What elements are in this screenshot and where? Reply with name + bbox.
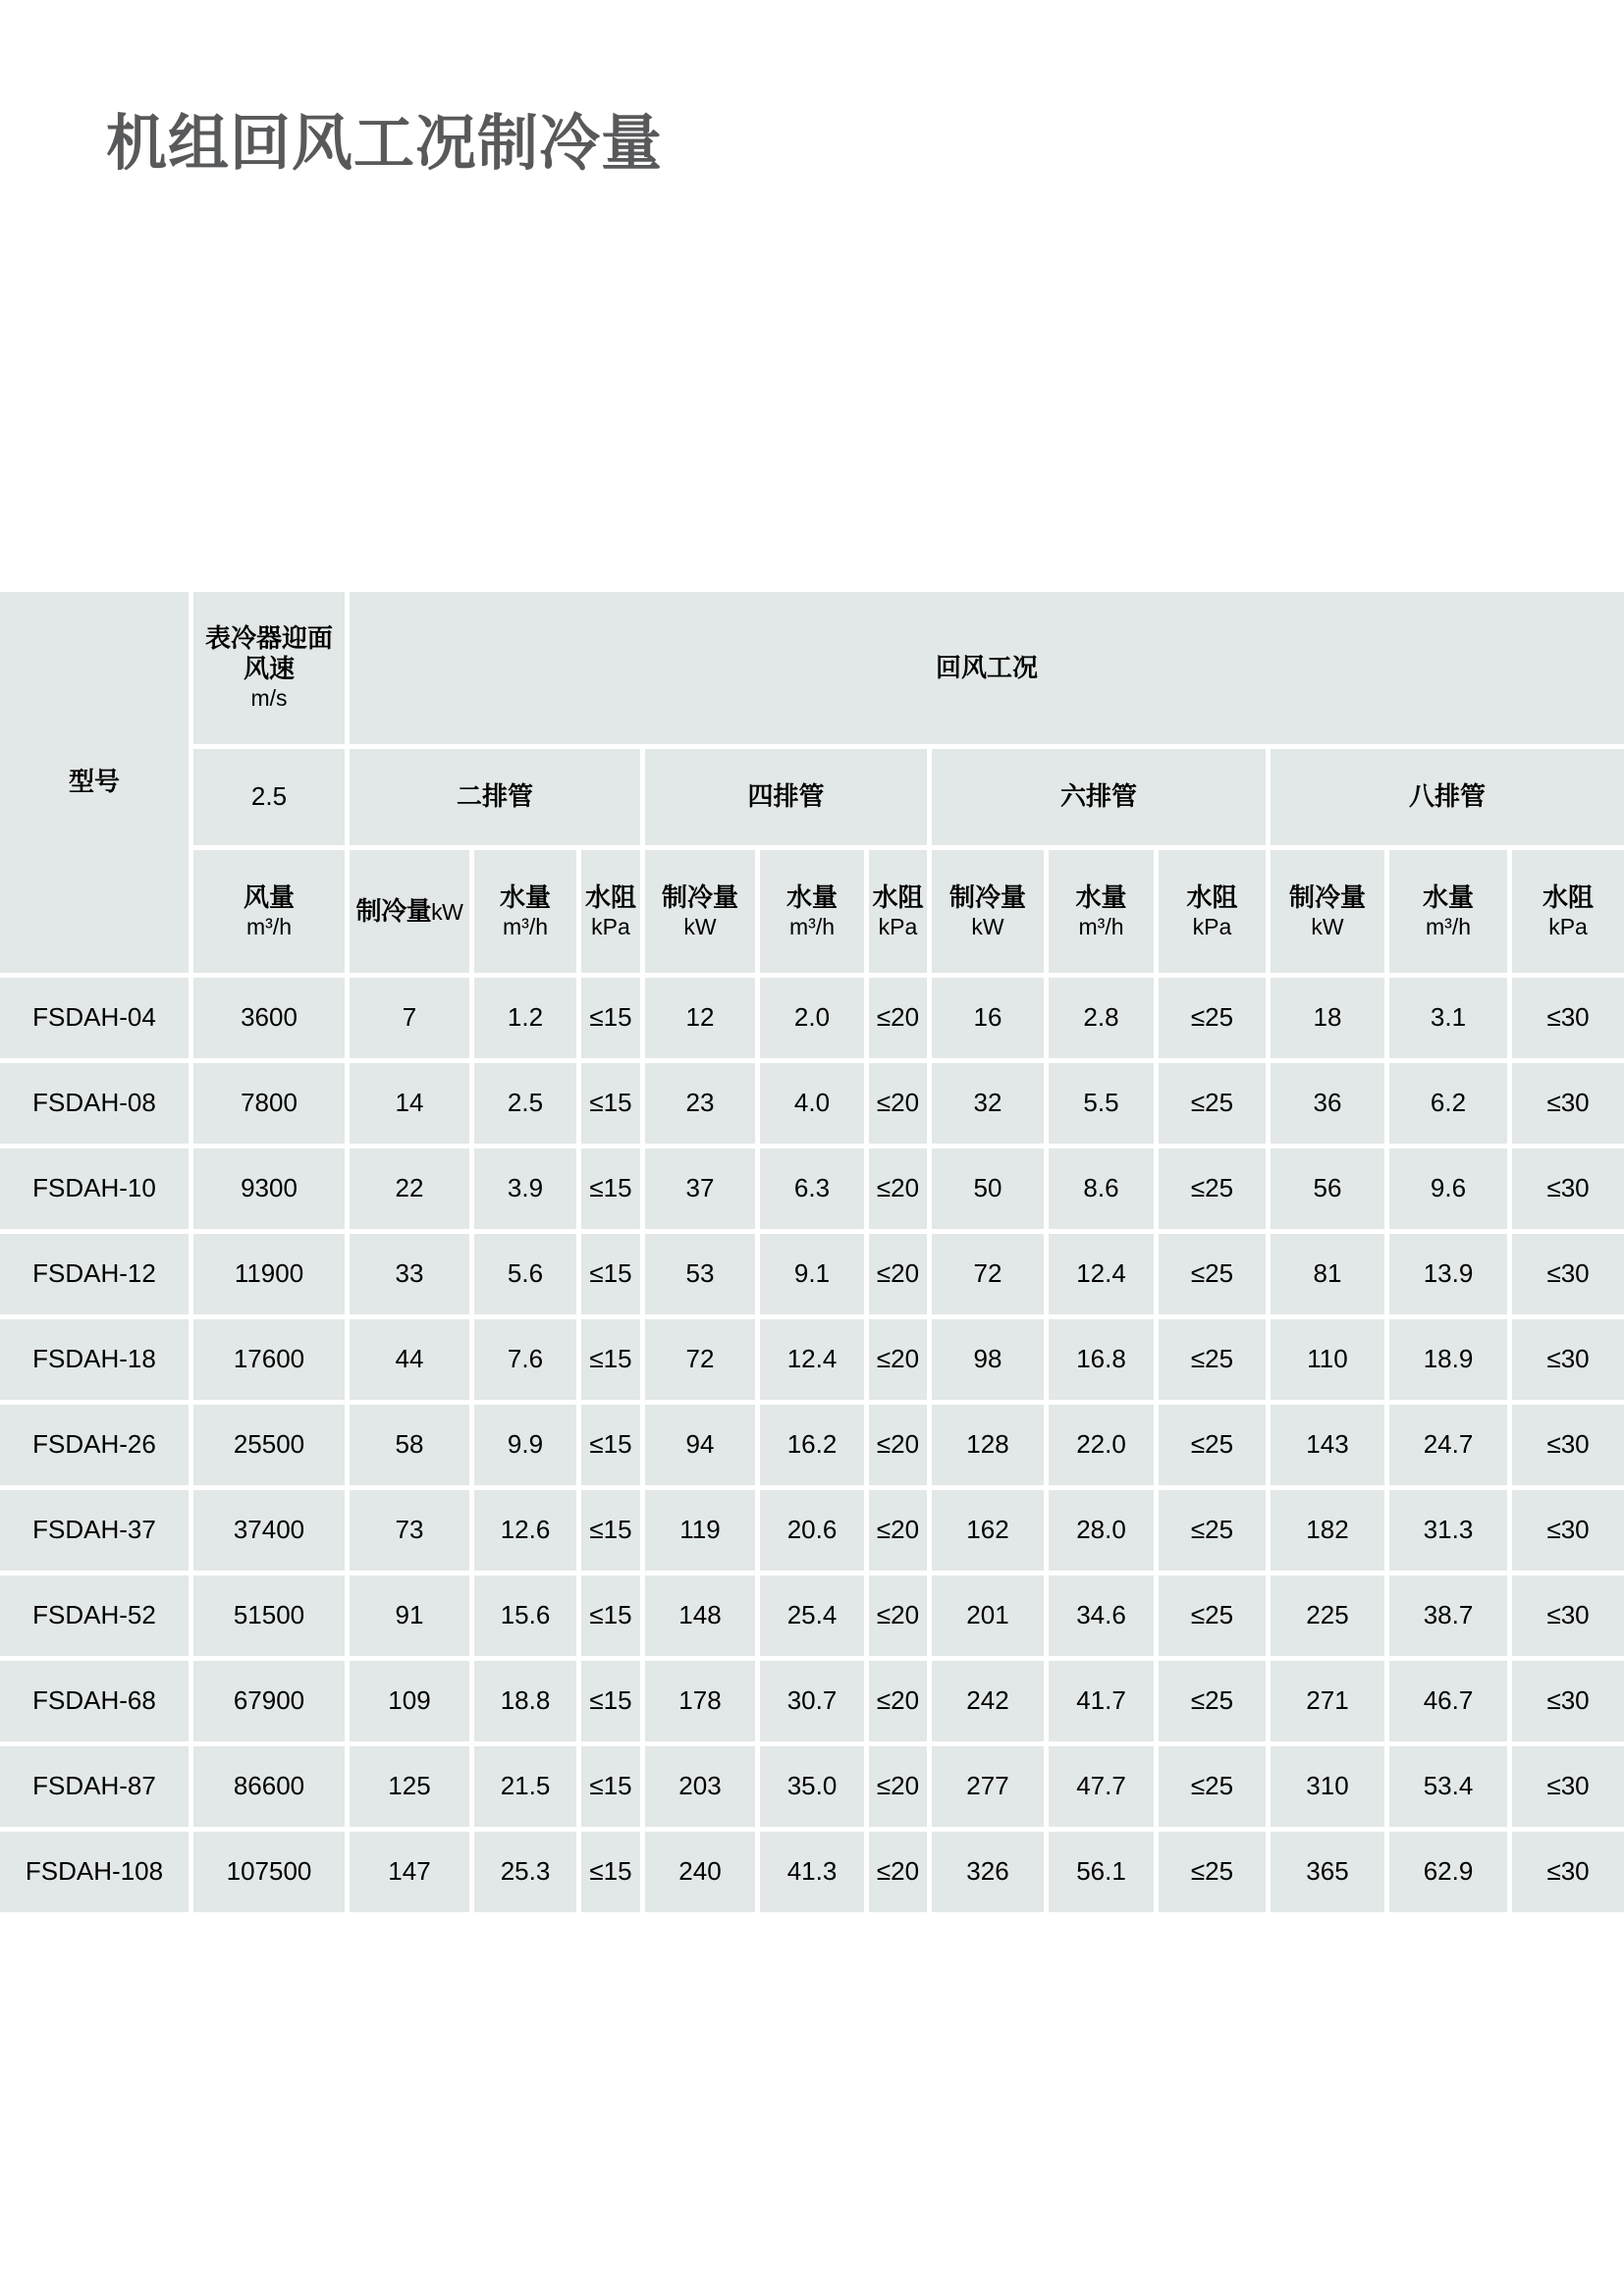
value-cell: 16.8 — [1049, 1319, 1154, 1400]
col-header-cooling-8row: 制冷量 kW — [1271, 850, 1384, 973]
value-cell: 178 — [645, 1661, 755, 1741]
col-header-cooling-2row: 制冷量kW — [350, 850, 469, 973]
group-header-2row: 二排管 — [350, 749, 640, 845]
table-row — [0, 1575, 1624, 1656]
value-cell: 31.3 — [1389, 1490, 1507, 1571]
model-column-header: 型号 — [0, 592, 189, 973]
header-row-2 — [0, 749, 1624, 845]
return-air-condition-header: 回风工况 — [350, 592, 1624, 744]
table-row — [0, 1063, 1624, 1144]
value-cell: 143 — [1271, 1405, 1384, 1485]
value-cell: 32 — [932, 1063, 1044, 1144]
value-cell: 119 — [645, 1490, 755, 1571]
value-cell: 56.1 — [1049, 1832, 1154, 1912]
value-cell: ≤30 — [1512, 1234, 1624, 1314]
value-cell: ≤25 — [1159, 1661, 1266, 1741]
value-cell: 3.9 — [474, 1148, 576, 1229]
value-cell: ≤30 — [1512, 1661, 1624, 1741]
value-cell: 72 — [645, 1319, 755, 1400]
value-cell: 20.6 — [760, 1490, 864, 1571]
value-cell: 24.7 — [1389, 1405, 1507, 1485]
col-header-waterflow-6row: 水量 m³/h — [1049, 850, 1154, 973]
value-cell: 1.2 — [474, 978, 576, 1058]
value-cell: 36 — [1271, 1063, 1384, 1144]
value-cell: 37 — [645, 1148, 755, 1229]
value-cell: 22.0 — [1049, 1405, 1154, 1485]
model-cell: FSDAH-26 — [0, 1405, 189, 1485]
col-header-waterflow-4row: 水量 m³/h — [760, 850, 864, 973]
value-cell: 16 — [932, 978, 1044, 1058]
value-cell: 12 — [645, 978, 755, 1058]
value-cell: 203 — [645, 1746, 755, 1827]
value-cell: ≤25 — [1159, 1319, 1266, 1400]
table-row — [0, 1234, 1624, 1314]
airflow-column-header: 风量 m³/h — [193, 850, 345, 973]
value-cell: ≤30 — [1512, 1063, 1624, 1144]
value-cell: 25.3 — [474, 1832, 576, 1912]
value-cell: 310 — [1271, 1746, 1384, 1827]
value-cell: ≤20 — [869, 1234, 927, 1314]
value-cell: 271 — [1271, 1661, 1384, 1741]
value-cell: 14 — [350, 1063, 469, 1144]
table-body — [0, 978, 1624, 1912]
value-cell: 240 — [645, 1832, 755, 1912]
value-cell: 12.4 — [1049, 1234, 1154, 1314]
face-velocity-value: 2.5 — [193, 749, 345, 845]
value-cell: 18.8 — [474, 1661, 576, 1741]
value-cell: 2.8 — [1049, 978, 1154, 1058]
value-cell: ≤15 — [581, 1319, 640, 1400]
airflow-cell: 86600 — [193, 1746, 345, 1827]
value-cell: 18.9 — [1389, 1319, 1507, 1400]
value-cell: ≤20 — [869, 1832, 927, 1912]
value-cell: 2.5 — [474, 1063, 576, 1144]
value-cell: 98 — [932, 1319, 1044, 1400]
table-row — [0, 1405, 1624, 1485]
value-cell: 72 — [932, 1234, 1044, 1314]
table-row — [0, 1746, 1624, 1827]
value-cell: 91 — [350, 1575, 469, 1656]
value-cell: 41.7 — [1049, 1661, 1154, 1741]
airflow-cell: 9300 — [193, 1148, 345, 1229]
value-cell: 47.7 — [1049, 1746, 1154, 1827]
value-cell: 21.5 — [474, 1746, 576, 1827]
value-cell: 110 — [1271, 1319, 1384, 1400]
model-cell: FSDAH-10 — [0, 1148, 189, 1229]
value-cell: ≤25 — [1159, 1746, 1266, 1827]
value-cell: ≤30 — [1512, 1148, 1624, 1229]
value-cell: 15.6 — [474, 1575, 576, 1656]
spec-table — [0, 587, 1624, 1917]
value-cell: 128 — [932, 1405, 1044, 1485]
col-header-waterres-2row: 水阻 kPa — [581, 850, 640, 973]
value-cell: ≤25 — [1159, 1063, 1266, 1144]
model-cell: FSDAH-87 — [0, 1746, 189, 1827]
value-cell: ≤15 — [581, 1148, 640, 1229]
col-header-cooling-6row: 制冷量 kW — [932, 850, 1044, 973]
value-cell: ≤30 — [1512, 1832, 1624, 1912]
spec-table-wrap — [0, 587, 1624, 1917]
group-header-8row: 八排管 — [1271, 749, 1624, 845]
col-header-cooling-4row: 制冷量 kW — [645, 850, 755, 973]
value-cell: ≤15 — [581, 978, 640, 1058]
value-cell: ≤20 — [869, 978, 927, 1058]
value-cell: 3.1 — [1389, 978, 1507, 1058]
value-cell: ≤25 — [1159, 1490, 1266, 1571]
value-cell: 81 — [1271, 1234, 1384, 1314]
value-cell: 53.4 — [1389, 1746, 1507, 1827]
value-cell: 38.7 — [1389, 1575, 1507, 1656]
value-cell: 7 — [350, 978, 469, 1058]
value-cell: 18 — [1271, 978, 1384, 1058]
value-cell: ≤15 — [581, 1832, 640, 1912]
value-cell: ≤25 — [1159, 1832, 1266, 1912]
value-cell: 53 — [645, 1234, 755, 1314]
value-cell: 162 — [932, 1490, 1044, 1571]
col-header-waterflow-8row: 水量 m³/h — [1389, 850, 1507, 973]
value-cell: 326 — [932, 1832, 1044, 1912]
value-cell: 9.1 — [760, 1234, 864, 1314]
value-cell: ≤30 — [1512, 1490, 1624, 1571]
value-cell: ≤30 — [1512, 1746, 1624, 1827]
face-velocity-header — [193, 592, 345, 744]
value-cell: ≤15 — [581, 1661, 640, 1741]
value-cell: 148 — [645, 1575, 755, 1656]
value-cell: 109 — [350, 1661, 469, 1741]
col-header-waterflow-2row: 水量 m³/h — [474, 850, 576, 973]
value-cell: 25.4 — [760, 1575, 864, 1656]
model-cell: FSDAH-04 — [0, 978, 189, 1058]
value-cell: 242 — [932, 1661, 1044, 1741]
table-row — [0, 1832, 1624, 1912]
table-row — [0, 978, 1624, 1058]
value-cell: 30.7 — [760, 1661, 864, 1741]
model-cell: FSDAH-108 — [0, 1832, 189, 1912]
value-cell: ≤15 — [581, 1746, 640, 1827]
value-cell: 73 — [350, 1490, 469, 1571]
value-cell: ≤20 — [869, 1063, 927, 1144]
airflow-cell: 67900 — [193, 1661, 345, 1741]
value-cell: 62.9 — [1389, 1832, 1507, 1912]
value-cell: ≤15 — [581, 1575, 640, 1656]
airflow-cell: 51500 — [193, 1575, 345, 1656]
airflow-cell: 7800 — [193, 1063, 345, 1144]
value-cell: ≤20 — [869, 1490, 927, 1571]
table-row — [0, 1661, 1624, 1741]
col-header-waterres-6row: 水阻 kPa — [1159, 850, 1266, 973]
value-cell: 22 — [350, 1148, 469, 1229]
model-cell: FSDAH-37 — [0, 1490, 189, 1571]
table-row — [0, 1148, 1624, 1229]
value-cell: ≤15 — [581, 1490, 640, 1571]
value-cell: 201 — [932, 1575, 1044, 1656]
value-cell: 94 — [645, 1405, 755, 1485]
col-header-waterres-4row: 水阻 kPa — [869, 850, 927, 973]
value-cell: ≤20 — [869, 1661, 927, 1741]
airflow-cell: 107500 — [193, 1832, 345, 1912]
value-cell: 58 — [350, 1405, 469, 1485]
model-cell: FSDAH-08 — [0, 1063, 189, 1144]
value-cell: 12.6 — [474, 1490, 576, 1571]
value-cell: 41.3 — [760, 1832, 864, 1912]
model-cell: FSDAH-12 — [0, 1234, 189, 1314]
table-row — [0, 1490, 1624, 1571]
value-cell: 34.6 — [1049, 1575, 1154, 1656]
value-cell: ≤30 — [1512, 1405, 1624, 1485]
airflow-cell: 3600 — [193, 978, 345, 1058]
page-title: 机组回风工况制冷量 — [106, 110, 664, 178]
header-row-3 — [0, 850, 1624, 973]
value-cell: ≤30 — [1512, 1575, 1624, 1656]
value-cell: 6.2 — [1389, 1063, 1507, 1144]
value-cell: 56 — [1271, 1148, 1384, 1229]
value-cell: 5.5 — [1049, 1063, 1154, 1144]
model-cell: FSDAH-18 — [0, 1319, 189, 1400]
value-cell: 5.6 — [474, 1234, 576, 1314]
value-cell: 147 — [350, 1832, 469, 1912]
value-cell: 4.0 — [760, 1063, 864, 1144]
airflow-cell: 37400 — [193, 1490, 345, 1571]
value-cell: 277 — [932, 1746, 1044, 1827]
value-cell: 225 — [1271, 1575, 1384, 1656]
value-cell: ≤25 — [1159, 1405, 1266, 1485]
airflow-cell: 17600 — [193, 1319, 345, 1400]
value-cell: ≤25 — [1159, 1234, 1266, 1314]
value-cell: 13.9 — [1389, 1234, 1507, 1314]
value-cell: 2.0 — [760, 978, 864, 1058]
header-row-1 — [0, 592, 1624, 744]
value-cell: ≤15 — [581, 1405, 640, 1485]
model-cell: FSDAH-52 — [0, 1575, 189, 1656]
value-cell: 23 — [645, 1063, 755, 1144]
value-cell: ≤15 — [581, 1234, 640, 1314]
value-cell: 8.6 — [1049, 1148, 1154, 1229]
value-cell: ≤20 — [869, 1746, 927, 1827]
value-cell: 28.0 — [1049, 1490, 1154, 1571]
value-cell: ≤25 — [1159, 1575, 1266, 1656]
value-cell: 16.2 — [760, 1405, 864, 1485]
value-cell: 7.6 — [474, 1319, 576, 1400]
value-cell: 182 — [1271, 1490, 1384, 1571]
value-cell: 9.6 — [1389, 1148, 1507, 1229]
value-cell: ≤15 — [581, 1063, 640, 1144]
value-cell: 365 — [1271, 1832, 1384, 1912]
face-velocity-label: 表冷器迎面风速 — [204, 623, 333, 684]
value-cell: ≤20 — [869, 1148, 927, 1229]
group-header-6row: 六排管 — [932, 749, 1266, 845]
table-row — [0, 1319, 1624, 1400]
value-cell: ≤25 — [1159, 1148, 1266, 1229]
face-velocity-unit: m/s — [250, 685, 288, 712]
value-cell: 44 — [350, 1319, 469, 1400]
airflow-cell: 25500 — [193, 1405, 345, 1485]
value-cell: ≤20 — [869, 1575, 927, 1656]
value-cell: 46.7 — [1389, 1661, 1507, 1741]
col-header-waterres-8row: 水阻 kPa — [1512, 850, 1624, 973]
group-header-4row: 四排管 — [645, 749, 927, 845]
value-cell: 9.9 — [474, 1405, 576, 1485]
model-cell: FSDAH-68 — [0, 1661, 189, 1741]
value-cell: ≤25 — [1159, 978, 1266, 1058]
value-cell: 12.4 — [760, 1319, 864, 1400]
value-cell: ≤30 — [1512, 978, 1624, 1058]
value-cell: 50 — [932, 1148, 1044, 1229]
value-cell: 33 — [350, 1234, 469, 1314]
value-cell: 6.3 — [760, 1148, 864, 1229]
value-cell: ≤30 — [1512, 1319, 1624, 1400]
value-cell: 35.0 — [760, 1746, 864, 1827]
value-cell: 125 — [350, 1746, 469, 1827]
airflow-cell: 11900 — [193, 1234, 345, 1314]
value-cell: ≤20 — [869, 1405, 927, 1485]
value-cell: ≤20 — [869, 1319, 927, 1400]
